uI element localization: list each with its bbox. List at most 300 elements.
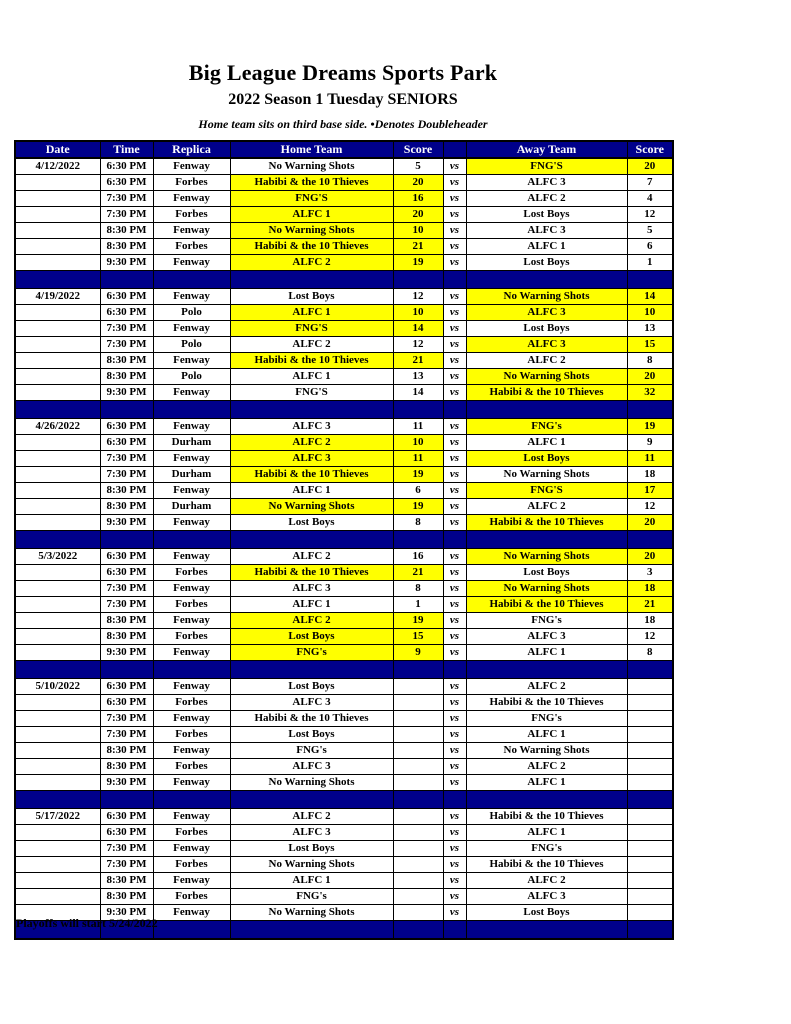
date-cell	[15, 499, 100, 515]
home-team-cell: No Warning Shots	[230, 775, 393, 791]
date-cell	[15, 889, 100, 905]
home-team-cell: Habibi & the 10 Thieves	[230, 467, 393, 483]
game-row	[15, 515, 673, 531]
vs-cell: vs	[443, 679, 466, 695]
away-score-cell: 18	[627, 581, 673, 597]
date-cell	[15, 775, 100, 791]
separator-cell	[100, 661, 153, 679]
away-team-cell: FNG'S	[466, 483, 627, 499]
away-score-cell	[627, 743, 673, 759]
away-team-cell: ALFC 2	[466, 353, 627, 369]
date-cell	[15, 841, 100, 857]
game-row	[15, 825, 673, 841]
away-score-cell: 12	[627, 499, 673, 515]
vs-cell: vs	[443, 549, 466, 565]
vs-cell: vs	[443, 385, 466, 401]
replica-cell: Fenway	[153, 905, 230, 921]
col-replica: Replica	[153, 141, 230, 158]
time-cell: 8:30 PM	[100, 499, 153, 515]
home-team-cell: No Warning Shots	[230, 223, 393, 239]
vs-cell: vs	[443, 889, 466, 905]
replica-cell: Fenway	[153, 353, 230, 369]
separator-cell	[230, 531, 393, 549]
game-row	[15, 549, 673, 565]
game-row	[15, 841, 673, 857]
time-cell: 6:30 PM	[100, 695, 153, 711]
replica-cell: Fenway	[153, 581, 230, 597]
date-cell	[15, 645, 100, 661]
game-row	[15, 369, 673, 385]
away-team-cell: ALFC 2	[466, 499, 627, 515]
vs-cell: vs	[443, 905, 466, 921]
game-row	[15, 581, 673, 597]
game-row	[15, 873, 673, 889]
col-time: Time	[100, 141, 153, 158]
separator-cell	[443, 661, 466, 679]
date-cell: 4/26/2022	[15, 419, 100, 435]
replica-cell: Forbes	[153, 629, 230, 645]
separator-row	[15, 661, 673, 679]
away-score-cell: 20	[627, 158, 673, 175]
home-team-cell: Habibi & the 10 Thieves	[230, 175, 393, 191]
away-team-cell: ALFC 1	[466, 775, 627, 791]
time-cell: 8:30 PM	[100, 629, 153, 645]
away-team-cell: ALFC 3	[466, 223, 627, 239]
separator-cell	[230, 271, 393, 289]
home-score-cell: 9	[393, 645, 443, 661]
time-cell: 8:30 PM	[100, 759, 153, 775]
home-score-cell: 8	[393, 581, 443, 597]
vs-cell: vs	[443, 645, 466, 661]
home-team-cell: Habibi & the 10 Thieves	[230, 353, 393, 369]
separator-cell	[443, 531, 466, 549]
separator-cell	[153, 271, 230, 289]
away-score-cell	[627, 905, 673, 921]
game-row	[15, 565, 673, 581]
away-team-cell: ALFC 1	[466, 645, 627, 661]
away-score-cell	[627, 775, 673, 791]
separator-cell	[393, 791, 443, 809]
vs-cell: vs	[443, 289, 466, 305]
date-cell	[15, 565, 100, 581]
away-score-cell	[627, 889, 673, 905]
game-row	[15, 467, 673, 483]
home-team-cell: Lost Boys	[230, 289, 393, 305]
home-score-cell	[393, 711, 443, 727]
time-cell: 7:30 PM	[100, 467, 153, 483]
replica-cell: Fenway	[153, 483, 230, 499]
time-cell: 8:30 PM	[100, 239, 153, 255]
home-team-cell: No Warning Shots	[230, 905, 393, 921]
time-cell: 7:30 PM	[100, 337, 153, 353]
away-score-cell: 4	[627, 191, 673, 207]
separator-cell	[230, 791, 393, 809]
vs-cell: vs	[443, 873, 466, 889]
time-cell: 8:30 PM	[100, 369, 153, 385]
time-cell: 6:30 PM	[100, 435, 153, 451]
home-score-cell: 20	[393, 207, 443, 223]
game-row	[15, 207, 673, 223]
away-team-cell: ALFC 1	[466, 727, 627, 743]
home-team-cell: FNG'S	[230, 385, 393, 401]
away-team-cell: Lost Boys	[466, 255, 627, 271]
time-cell: 9:30 PM	[100, 385, 153, 401]
replica-cell: Fenway	[153, 841, 230, 857]
time-cell: 9:30 PM	[100, 255, 153, 271]
away-team-cell: Habibi & the 10 Thieves	[466, 385, 627, 401]
vs-cell: vs	[443, 711, 466, 727]
date-cell	[15, 483, 100, 499]
home-score-cell: 19	[393, 613, 443, 629]
home-score-cell	[393, 873, 443, 889]
separator-cell	[230, 661, 393, 679]
home-score-cell	[393, 889, 443, 905]
away-score-cell: 11	[627, 451, 673, 467]
home-team-cell: ALFC 3	[230, 419, 393, 435]
away-score-cell: 8	[627, 353, 673, 369]
date-cell	[15, 613, 100, 629]
game-row	[15, 175, 673, 191]
away-score-cell: 8	[627, 645, 673, 661]
away-score-cell: 32	[627, 385, 673, 401]
game-row	[15, 857, 673, 873]
home-score-cell: 5	[393, 158, 443, 175]
time-cell: 7:30 PM	[100, 711, 153, 727]
time-cell: 8:30 PM	[100, 223, 153, 239]
away-team-cell: ALFC 1	[466, 435, 627, 451]
home-team-cell: FNG's	[230, 889, 393, 905]
away-score-cell: 19	[627, 419, 673, 435]
vs-cell: vs	[443, 175, 466, 191]
home-team-cell: ALFC 3	[230, 695, 393, 711]
time-cell: 6:30 PM	[100, 419, 153, 435]
replica-cell: Fenway	[153, 549, 230, 565]
separator-cell	[443, 921, 466, 939]
away-score-cell: 10	[627, 305, 673, 321]
date-cell	[15, 369, 100, 385]
vs-cell: vs	[443, 597, 466, 613]
game-row	[15, 629, 673, 645]
col-home-team: Home Team	[230, 141, 393, 158]
vs-cell: vs	[443, 255, 466, 271]
away-score-cell: 15	[627, 337, 673, 353]
separator-cell	[393, 401, 443, 419]
separator-cell	[466, 661, 627, 679]
away-score-cell	[627, 857, 673, 873]
col-away-team: Away Team	[466, 141, 627, 158]
replica-cell: Fenway	[153, 289, 230, 305]
separator-cell	[466, 791, 627, 809]
time-cell: 6:30 PM	[100, 175, 153, 191]
replica-cell: Forbes	[153, 825, 230, 841]
vs-cell: vs	[443, 759, 466, 775]
separator-cell	[466, 531, 627, 549]
vs-cell: vs	[443, 337, 466, 353]
away-team-cell: ALFC 1	[466, 825, 627, 841]
home-score-cell: 1	[393, 597, 443, 613]
away-score-cell: 1	[627, 255, 673, 271]
separator-cell	[100, 401, 153, 419]
away-score-cell: 7	[627, 175, 673, 191]
schedule-body	[15, 158, 673, 939]
away-team-cell: Habibi & the 10 Thieves	[466, 597, 627, 613]
separator-cell	[443, 271, 466, 289]
away-score-cell: 5	[627, 223, 673, 239]
date-cell	[15, 467, 100, 483]
away-team-cell: No Warning Shots	[466, 743, 627, 759]
home-team-cell: Lost Boys	[230, 727, 393, 743]
vs-cell: vs	[443, 515, 466, 531]
away-team-cell: Lost Boys	[466, 905, 627, 921]
vs-cell: vs	[443, 369, 466, 385]
home-team-cell: ALFC 1	[230, 597, 393, 613]
away-team-cell: ALFC 3	[466, 175, 627, 191]
separator-cell	[393, 531, 443, 549]
vs-cell: vs	[443, 483, 466, 499]
away-score-cell: 20	[627, 549, 673, 565]
time-cell: 9:30 PM	[100, 645, 153, 661]
time-cell: 6:30 PM	[100, 809, 153, 825]
time-cell: 7:30 PM	[100, 207, 153, 223]
time-cell: 7:30 PM	[100, 321, 153, 337]
separator-cell	[627, 531, 673, 549]
home-score-cell	[393, 825, 443, 841]
home-score-cell: 20	[393, 175, 443, 191]
time-cell: 7:30 PM	[100, 581, 153, 597]
away-score-cell	[627, 679, 673, 695]
away-team-cell: FNG'S	[466, 158, 627, 175]
home-team-cell: Lost Boys	[230, 629, 393, 645]
time-cell: 6:30 PM	[100, 825, 153, 841]
replica-cell: Fenway	[153, 711, 230, 727]
playoffs-note: Playoffs will start 5/24/2022	[16, 916, 158, 930]
schedule-table	[14, 140, 674, 940]
away-team-cell: Habibi & the 10 Thieves	[466, 695, 627, 711]
vs-cell: vs	[443, 809, 466, 825]
replica-cell: Forbes	[153, 695, 230, 711]
date-cell	[15, 321, 100, 337]
vs-cell: vs	[443, 305, 466, 321]
home-team-cell: Habibi & the 10 Thieves	[230, 711, 393, 727]
home-score-cell	[393, 743, 443, 759]
separator-cell	[153, 921, 230, 939]
away-team-cell: FNG's	[466, 613, 627, 629]
home-score-cell: 11	[393, 419, 443, 435]
vs-cell: vs	[443, 695, 466, 711]
date-cell	[15, 191, 100, 207]
replica-cell: Fenway	[153, 451, 230, 467]
replica-cell: Polo	[153, 337, 230, 353]
game-row	[15, 239, 673, 255]
date-cell: 4/19/2022	[15, 289, 100, 305]
date-cell: 4/12/2022	[15, 158, 100, 175]
date-cell	[15, 597, 100, 613]
vs-cell: vs	[443, 613, 466, 629]
home-team-note: Home team sits on third base side. •Denotes Doubleheader	[198, 117, 488, 131]
date-cell	[15, 451, 100, 467]
home-score-cell: 12	[393, 337, 443, 353]
vs-cell: vs	[443, 743, 466, 759]
game-row	[15, 775, 673, 791]
time-cell: 9:30 PM	[100, 515, 153, 531]
vs-cell: vs	[443, 419, 466, 435]
home-team-cell: ALFC 3	[230, 825, 393, 841]
separator-cell	[466, 271, 627, 289]
separator-cell	[100, 271, 153, 289]
separator-cell	[627, 271, 673, 289]
date-cell: 5/17/2022	[15, 809, 100, 825]
replica-cell: Polo	[153, 305, 230, 321]
home-score-cell: 6	[393, 483, 443, 499]
separator-cell	[15, 531, 100, 549]
home-score-cell: 13	[393, 369, 443, 385]
page-title: Big League Dreams Sports Park	[188, 60, 498, 85]
home-team-cell: ALFC 1	[230, 305, 393, 321]
home-team-cell: ALFC 3	[230, 581, 393, 597]
date-cell	[15, 255, 100, 271]
separator-cell	[153, 791, 230, 809]
time-cell: 8:30 PM	[100, 889, 153, 905]
replica-cell: Forbes	[153, 239, 230, 255]
game-row	[15, 289, 673, 305]
home-score-cell: 21	[393, 353, 443, 369]
home-score-cell: 15	[393, 629, 443, 645]
home-team-cell: FNG'S	[230, 321, 393, 337]
replica-cell: Fenway	[153, 419, 230, 435]
home-team-cell: Lost Boys	[230, 515, 393, 531]
away-team-cell: No Warning Shots	[466, 581, 627, 597]
home-score-cell: 21	[393, 239, 443, 255]
replica-cell: Durham	[153, 467, 230, 483]
away-score-cell: 20	[627, 515, 673, 531]
date-cell	[15, 711, 100, 727]
away-score-cell	[627, 759, 673, 775]
home-score-cell: 10	[393, 435, 443, 451]
away-team-cell: No Warning Shots	[466, 467, 627, 483]
vs-cell: vs	[443, 207, 466, 223]
away-team-cell: FNG's	[466, 841, 627, 857]
away-team-cell: Lost Boys	[466, 451, 627, 467]
replica-cell: Forbes	[153, 597, 230, 613]
home-score-cell	[393, 759, 443, 775]
home-score-cell: 19	[393, 467, 443, 483]
replica-cell: Forbes	[153, 207, 230, 223]
date-cell	[15, 435, 100, 451]
away-team-cell: Habibi & the 10 Thieves	[466, 857, 627, 873]
replica-cell: Forbes	[153, 565, 230, 581]
home-team-cell: ALFC 2	[230, 435, 393, 451]
home-team-cell: ALFC 3	[230, 759, 393, 775]
game-row	[15, 451, 673, 467]
date-cell	[15, 581, 100, 597]
game-row	[15, 483, 673, 499]
away-score-cell: 12	[627, 207, 673, 223]
home-score-cell: 8	[393, 515, 443, 531]
date-cell	[15, 239, 100, 255]
separator-cell	[466, 921, 627, 939]
separator-cell	[100, 531, 153, 549]
home-team-cell: Lost Boys	[230, 841, 393, 857]
vs-cell: vs	[443, 629, 466, 645]
away-score-cell	[627, 841, 673, 857]
replica-cell: Fenway	[153, 385, 230, 401]
vs-cell: vs	[443, 775, 466, 791]
away-team-cell: ALFC 3	[466, 629, 627, 645]
home-score-cell: 14	[393, 385, 443, 401]
date-cell	[15, 305, 100, 321]
home-score-cell: 10	[393, 305, 443, 321]
separator-cell	[443, 791, 466, 809]
game-row	[15, 759, 673, 775]
replica-cell: Fenway	[153, 775, 230, 791]
away-team-cell: Habibi & the 10 Thieves	[466, 515, 627, 531]
home-score-cell	[393, 809, 443, 825]
separator-cell	[15, 791, 100, 809]
home-team-cell: No Warning Shots	[230, 158, 393, 175]
home-team-cell: FNG'S	[230, 191, 393, 207]
game-row	[15, 597, 673, 613]
time-cell: 6:30 PM	[100, 305, 153, 321]
replica-cell: Forbes	[153, 759, 230, 775]
time-cell: 6:30 PM	[100, 549, 153, 565]
replica-cell: Fenway	[153, 255, 230, 271]
separator-cell	[393, 271, 443, 289]
separator-cell	[153, 661, 230, 679]
home-score-cell	[393, 857, 443, 873]
time-cell: 6:30 PM	[100, 158, 153, 175]
replica-cell: Polo	[153, 369, 230, 385]
separator-row	[15, 791, 673, 809]
game-row	[15, 727, 673, 743]
away-score-cell	[627, 695, 673, 711]
time-cell: 8:30 PM	[100, 873, 153, 889]
replica-cell: Forbes	[153, 727, 230, 743]
header-row	[15, 141, 673, 158]
vs-cell: vs	[443, 499, 466, 515]
vs-cell: vs	[443, 467, 466, 483]
date-cell	[15, 223, 100, 239]
home-score-cell	[393, 775, 443, 791]
separator-cell	[627, 921, 673, 939]
game-row	[15, 645, 673, 661]
away-team-cell: ALFC 2	[466, 679, 627, 695]
date-cell	[15, 759, 100, 775]
home-score-cell	[393, 841, 443, 857]
away-team-cell: No Warning Shots	[466, 289, 627, 305]
game-row	[15, 158, 673, 175]
replica-cell: Fenway	[153, 645, 230, 661]
game-row	[15, 419, 673, 435]
home-team-cell: ALFC 3	[230, 451, 393, 467]
replica-cell: Fenway	[153, 743, 230, 759]
date-cell	[15, 857, 100, 873]
time-cell: 8:30 PM	[100, 743, 153, 759]
replica-cell: Fenway	[153, 679, 230, 695]
away-score-cell	[627, 825, 673, 841]
vs-cell: vs	[443, 581, 466, 597]
away-score-cell: 21	[627, 597, 673, 613]
replica-cell: Fenway	[153, 158, 230, 175]
time-cell: 7:30 PM	[100, 451, 153, 467]
home-score-cell: 21	[393, 565, 443, 581]
away-team-cell: Lost Boys	[466, 321, 627, 337]
away-team-cell: ALFC 3	[466, 337, 627, 353]
game-row	[15, 305, 673, 321]
home-score-cell: 12	[393, 289, 443, 305]
away-score-cell	[627, 809, 673, 825]
col-away-score: Score	[627, 141, 673, 158]
time-cell: 9:30 PM	[100, 775, 153, 791]
